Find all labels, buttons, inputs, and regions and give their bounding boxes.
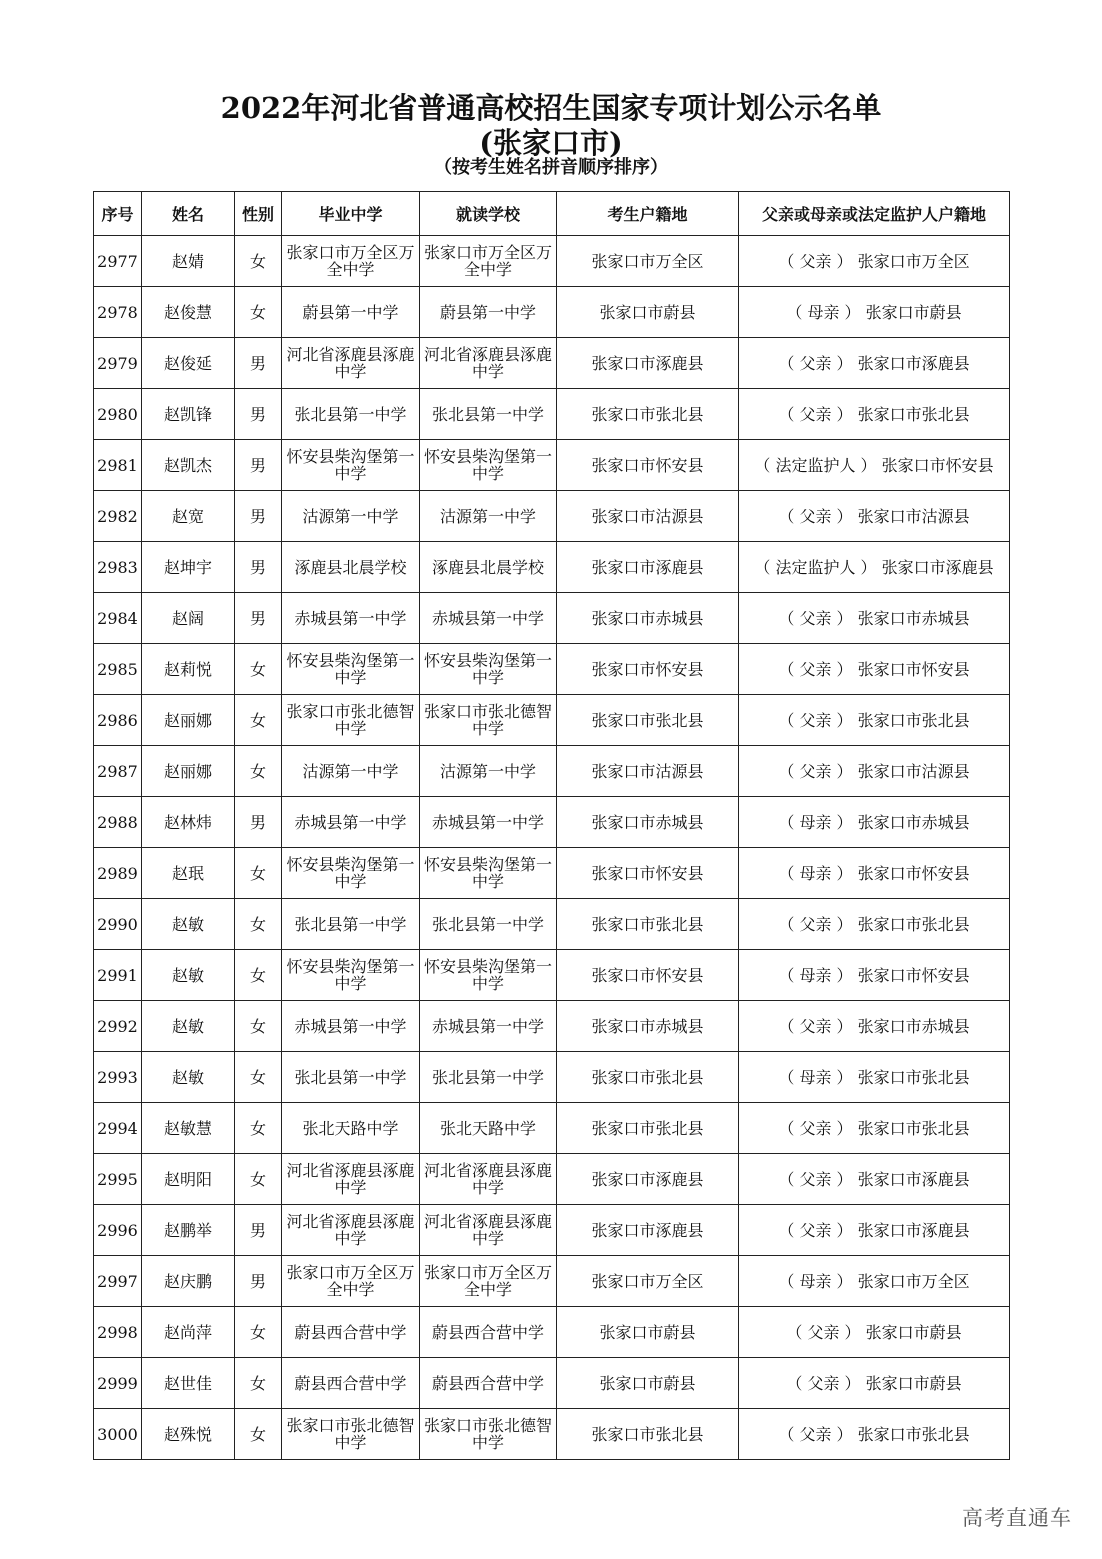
cell-seq: 2980 — [94, 389, 142, 440]
cell-graduation-school — [282, 1001, 420, 1052]
cell-current-school-text: 赤城县第一中学 — [431, 608, 544, 628]
cell-graduation-school — [282, 1307, 420, 1358]
cell-gender: 女 — [235, 1001, 282, 1052]
table-row — [94, 848, 1010, 899]
table-row — [94, 1205, 1010, 1256]
cell-guardian-domicile: （ 父亲 ） 张家口市赤城县 — [739, 593, 1010, 644]
cell-current-school — [420, 1409, 557, 1460]
cell-seq: 2978 — [94, 287, 142, 338]
cell-graduation-school — [282, 797, 420, 848]
cell-graduation-school-text: 张家口市万全区万全中学 — [286, 243, 415, 279]
cell-gender: 女 — [235, 236, 282, 287]
cell-domicile: 张家口市赤城县 — [557, 593, 739, 644]
cell-name: 赵敏慧 — [142, 1103, 235, 1154]
cell-current-school-text: 怀安县柴沟堡第一中学 — [423, 447, 552, 483]
cell-name: 赵鹏举 — [142, 1205, 235, 1256]
cell-graduation-school-text: 张家口市张北德智中学 — [286, 702, 415, 738]
table-row — [94, 1256, 1010, 1307]
cell-name: 赵婧 — [142, 236, 235, 287]
cell-guardian-domicile: （ 父亲 ） 张家口市张北县 — [739, 1409, 1010, 1460]
cell-seq: 2987 — [94, 746, 142, 797]
cell-gender: 男 — [235, 491, 282, 542]
cell-guardian-domicile: （ 母亲 ） 张家口市张北县 — [739, 1052, 1010, 1103]
cell-graduation-school — [282, 1154, 420, 1205]
cell-gender: 男 — [235, 1205, 282, 1256]
table-row — [94, 1052, 1010, 1103]
cell-current-school — [420, 1256, 557, 1307]
cell-seq: 2986 — [94, 695, 142, 746]
cell-current-school — [420, 848, 557, 899]
cell-current-school-text: 张家口市万全区万全中学 — [423, 1263, 552, 1299]
column-header-current-school: 就读学校 — [420, 192, 557, 236]
cell-domicile: 张家口市怀安县 — [557, 848, 739, 899]
cell-guardian-domicile: （ 母亲 ） 张家口市蔚县 — [739, 287, 1010, 338]
cell-gender: 女 — [235, 746, 282, 797]
cell-current-school-text: 沽源第一中学 — [439, 761, 536, 781]
table-row — [94, 899, 1010, 950]
table-row — [94, 491, 1010, 542]
cell-seq: 2985 — [94, 644, 142, 695]
cell-current-school — [420, 1001, 557, 1052]
cell-current-school — [420, 1205, 557, 1256]
cell-graduation-school-text: 张北县第一中学 — [294, 404, 407, 424]
cell-graduation-school — [282, 440, 420, 491]
cell-current-school-text: 河北省涿鹿县涿鹿中学 — [423, 1212, 552, 1248]
cell-current-school-text: 张北县第一中学 — [431, 914, 544, 934]
cell-seq: 2989 — [94, 848, 142, 899]
cell-name: 赵坤宇 — [142, 542, 235, 593]
cell-gender: 男 — [235, 593, 282, 644]
cell-seq: 2999 — [94, 1358, 142, 1409]
cell-domicile: 张家口市张北县 — [557, 1052, 739, 1103]
cell-gender: 女 — [235, 1409, 282, 1460]
cell-seq: 2981 — [94, 440, 142, 491]
cell-domicile: 张家口市张北县 — [557, 1409, 739, 1460]
cell-current-school-text: 蔚县西合营中学 — [431, 1373, 544, 1393]
cell-current-school — [420, 695, 557, 746]
table-header-row — [94, 192, 1010, 236]
cell-current-school-text: 赤城县第一中学 — [431, 812, 544, 832]
cell-guardian-domicile: （ 父亲 ） 张家口市蔚县 — [739, 1307, 1010, 1358]
cell-guardian-domicile: （ 父亲 ） 张家口市张北县 — [739, 1103, 1010, 1154]
table-row — [94, 440, 1010, 491]
cell-guardian-domicile: （ 父亲 ） 张家口市赤城县 — [739, 1001, 1010, 1052]
table-row — [94, 593, 1010, 644]
cell-gender: 女 — [235, 1307, 282, 1358]
cell-seq: 2984 — [94, 593, 142, 644]
cell-current-school-text: 河北省涿鹿县涿鹿中学 — [423, 345, 552, 381]
cell-domicile: 张家口市赤城县 — [557, 797, 739, 848]
table-row — [94, 1103, 1010, 1154]
cell-domicile: 张家口市蔚县 — [557, 287, 739, 338]
cell-gender: 女 — [235, 1052, 282, 1103]
cell-name: 赵俊慧 — [142, 287, 235, 338]
table-row — [94, 797, 1010, 848]
cell-domicile: 张家口市涿鹿县 — [557, 1205, 739, 1256]
cell-graduation-school — [282, 1358, 420, 1409]
cell-gender: 女 — [235, 644, 282, 695]
column-header-graduation-school: 毕业中学 — [282, 192, 420, 236]
cell-graduation-school-text: 蔚县西合营中学 — [294, 1322, 407, 1342]
cell-name: 赵阔 — [142, 593, 235, 644]
cell-current-school — [420, 491, 557, 542]
cell-gender: 男 — [235, 797, 282, 848]
cell-name: 赵敏 — [142, 1052, 235, 1103]
cell-domicile: 张家口市张北县 — [557, 695, 739, 746]
cell-guardian-domicile: （ 父亲 ） 张家口市万全区 — [739, 236, 1010, 287]
cell-graduation-school — [282, 389, 420, 440]
cell-current-school — [420, 1358, 557, 1409]
cell-domicile: 张家口市万全区 — [557, 1256, 739, 1307]
cell-current-school — [420, 338, 557, 389]
cell-graduation-school-text: 河北省涿鹿县涿鹿中学 — [286, 345, 415, 381]
cell-guardian-domicile: （ 母亲 ） 张家口市怀安县 — [739, 848, 1010, 899]
cell-gender: 女 — [235, 1103, 282, 1154]
column-header-name: 姓名 — [142, 192, 235, 236]
cell-current-school — [420, 950, 557, 1001]
cell-domicile: 张家口市涿鹿县 — [557, 1154, 739, 1205]
cell-guardian-domicile: （ 父亲 ） 张家口市怀安县 — [739, 644, 1010, 695]
cell-gender: 男 — [235, 542, 282, 593]
cell-current-school — [420, 440, 557, 491]
cell-gender: 女 — [235, 1358, 282, 1409]
cell-graduation-school-text: 涿鹿县北晨学校 — [294, 557, 407, 577]
cell-current-school-text: 沽源第一中学 — [439, 506, 536, 526]
cell-current-school-text: 张北天路中学 — [439, 1118, 536, 1138]
table-row — [94, 1001, 1010, 1052]
cell-graduation-school-text: 赤城县第一中学 — [294, 608, 407, 628]
cell-domicile: 张家口市赤城县 — [557, 1001, 739, 1052]
cell-graduation-school-text: 沽源第一中学 — [302, 506, 399, 526]
cell-name: 赵敏 — [142, 1001, 235, 1052]
cell-domicile: 张家口市怀安县 — [557, 644, 739, 695]
table-row — [94, 746, 1010, 797]
table-row — [94, 236, 1010, 287]
page-subtitle: (张家口市) — [479, 126, 623, 160]
cell-current-school — [420, 542, 557, 593]
cell-current-school-text: 张北县第一中学 — [431, 404, 544, 424]
cell-name: 赵世佳 — [142, 1358, 235, 1409]
cell-seq: 2983 — [94, 542, 142, 593]
cell-domicile: 张家口市张北县 — [557, 389, 739, 440]
cell-seq: 3000 — [94, 1409, 142, 1460]
cell-guardian-domicile: （ 父亲 ） 张家口市沽源县 — [739, 491, 1010, 542]
cell-guardian-domicile: （ 母亲 ） 张家口市万全区 — [739, 1256, 1010, 1307]
cell-name: 赵珉 — [142, 848, 235, 899]
cell-graduation-school-text: 怀安县柴沟堡第一中学 — [286, 651, 415, 687]
column-header-seq: 序号 — [94, 192, 142, 236]
cell-gender: 女 — [235, 848, 282, 899]
cell-graduation-school-text: 赤城县第一中学 — [294, 1016, 407, 1036]
cell-domicile: 张家口市涿鹿县 — [557, 338, 739, 389]
cell-domicile: 张家口市张北县 — [557, 1103, 739, 1154]
table-row — [94, 542, 1010, 593]
cell-seq: 2993 — [94, 1052, 142, 1103]
cell-current-school-text: 张家口市张北德智中学 — [423, 1416, 552, 1452]
table-row — [94, 644, 1010, 695]
cell-name: 赵丽娜 — [142, 695, 235, 746]
cell-seq: 2979 — [94, 338, 142, 389]
cell-graduation-school — [282, 644, 420, 695]
cell-gender: 男 — [235, 440, 282, 491]
cell-name: 赵丽娜 — [142, 746, 235, 797]
cell-guardian-domicile: （ 父亲 ） 张家口市张北县 — [739, 695, 1010, 746]
cell-name: 赵尚萍 — [142, 1307, 235, 1358]
table-row — [94, 287, 1010, 338]
cell-name: 赵殊悦 — [142, 1409, 235, 1460]
cell-current-school — [420, 1154, 557, 1205]
cell-current-school — [420, 1103, 557, 1154]
cell-seq: 2982 — [94, 491, 142, 542]
cell-name: 赵敏 — [142, 899, 235, 950]
cell-graduation-school-text: 赤城县第一中学 — [294, 812, 407, 832]
cell-current-school-text: 张家口市万全区万全中学 — [423, 243, 552, 279]
cell-current-school — [420, 236, 557, 287]
cell-graduation-school-text: 张家口市张北德智中学 — [286, 1416, 415, 1452]
cell-seq: 2994 — [94, 1103, 142, 1154]
cell-graduation-school-text: 张北县第一中学 — [294, 1067, 407, 1087]
cell-seq: 2992 — [94, 1001, 142, 1052]
cell-guardian-domicile: （ 法定监护人 ） 张家口市怀安县 — [739, 440, 1010, 491]
cell-current-school-text: 蔚县西合营中学 — [431, 1322, 544, 1342]
column-header-guardian-domicile: 父亲或母亲或法定监护人户籍地 — [739, 192, 1010, 236]
table-row — [94, 1409, 1010, 1460]
cell-graduation-school — [282, 1409, 420, 1460]
cell-domicile: 张家口市怀安县 — [557, 950, 739, 1001]
cell-current-school — [420, 1052, 557, 1103]
cell-current-school — [420, 746, 557, 797]
cell-current-school — [420, 644, 557, 695]
cell-current-school — [420, 1307, 557, 1358]
cell-graduation-school-text: 张北天路中学 — [302, 1118, 399, 1138]
cell-graduation-school-text: 张北县第一中学 — [294, 914, 407, 934]
cell-graduation-school-text: 沽源第一中学 — [302, 761, 399, 781]
cell-name: 赵莉悦 — [142, 644, 235, 695]
cell-guardian-domicile: （ 母亲 ） 张家口市赤城县 — [739, 797, 1010, 848]
cell-graduation-school — [282, 1205, 420, 1256]
cell-graduation-school — [282, 491, 420, 542]
cell-domicile: 张家口市沽源县 — [557, 491, 739, 542]
cell-domicile: 张家口市蔚县 — [557, 1358, 739, 1409]
cell-graduation-school-text: 蔚县第一中学 — [302, 302, 399, 322]
cell-current-school-text: 怀安县柴沟堡第一中学 — [423, 855, 552, 891]
cell-current-school-text: 河北省涿鹿县涿鹿中学 — [423, 1161, 552, 1197]
cell-name: 赵明阳 — [142, 1154, 235, 1205]
cell-seq: 2990 — [94, 899, 142, 950]
table-row — [94, 1307, 1010, 1358]
cell-current-school-text: 张家口市张北德智中学 — [423, 702, 552, 738]
cell-guardian-domicile: （ 父亲 ） 张家口市涿鹿县 — [739, 1205, 1010, 1256]
table-row — [94, 1358, 1010, 1409]
table-row — [94, 695, 1010, 746]
cell-graduation-school-text: 怀安县柴沟堡第一中学 — [286, 855, 415, 891]
cell-gender: 女 — [235, 950, 282, 1001]
cell-guardian-domicile: （ 父亲 ） 张家口市蔚县 — [739, 1358, 1010, 1409]
cell-gender: 男 — [235, 338, 282, 389]
cell-graduation-school-text: 蔚县西合营中学 — [294, 1373, 407, 1393]
table-row — [94, 1154, 1010, 1205]
cell-current-school-text: 张北县第一中学 — [431, 1067, 544, 1087]
cell-gender: 女 — [235, 695, 282, 746]
cell-guardian-domicile: （ 父亲 ） 张家口市张北县 — [739, 899, 1010, 950]
cell-current-school — [420, 797, 557, 848]
cell-guardian-domicile: （ 母亲 ） 张家口市怀安县 — [739, 950, 1010, 1001]
cell-graduation-school — [282, 542, 420, 593]
cell-current-school — [420, 287, 557, 338]
cell-graduation-school-text: 怀安县柴沟堡第一中学 — [286, 957, 415, 993]
cell-name: 赵宽 — [142, 491, 235, 542]
cell-gender: 女 — [235, 1154, 282, 1205]
cell-guardian-domicile: （ 父亲 ） 张家口市沽源县 — [739, 746, 1010, 797]
cell-graduation-school — [282, 950, 420, 1001]
cell-name: 赵林炜 — [142, 797, 235, 848]
cell-guardian-domicile: （ 父亲 ） 张家口市涿鹿县 — [739, 338, 1010, 389]
cell-current-school-text: 赤城县第一中学 — [431, 1016, 544, 1036]
cell-current-school-text: 蔚县第一中学 — [439, 302, 536, 322]
cell-graduation-school — [282, 746, 420, 797]
cell-graduation-school-text: 河北省涿鹿县涿鹿中学 — [286, 1161, 415, 1197]
cell-graduation-school — [282, 338, 420, 389]
cell-graduation-school — [282, 1052, 420, 1103]
cell-domicile: 张家口市涿鹿县 — [557, 542, 739, 593]
cell-domicile: 张家口市怀安县 — [557, 440, 739, 491]
cell-graduation-school — [282, 899, 420, 950]
cell-graduation-school — [282, 848, 420, 899]
page-title: 2022年河北省普通高校招生国家专项计划公示名单 — [220, 91, 882, 125]
cell-gender: 男 — [235, 1256, 282, 1307]
cell-current-school — [420, 593, 557, 644]
cell-seq: 2991 — [94, 950, 142, 1001]
column-header-gender: 性别 — [235, 192, 282, 236]
cell-graduation-school — [282, 593, 420, 644]
table-body — [94, 236, 1010, 1460]
cell-graduation-school — [282, 236, 420, 287]
table-row — [94, 950, 1010, 1001]
cell-current-school-text: 涿鹿县北晨学校 — [431, 557, 544, 577]
cell-seq: 2998 — [94, 1307, 142, 1358]
cell-domicile: 张家口市万全区 — [557, 236, 739, 287]
cell-current-school — [420, 389, 557, 440]
cell-current-school-text: 怀安县柴沟堡第一中学 — [423, 651, 552, 687]
cell-graduation-school — [282, 695, 420, 746]
cell-graduation-school — [282, 1103, 420, 1154]
cell-gender: 女 — [235, 899, 282, 950]
cell-guardian-domicile: （ 父亲 ） 张家口市张北县 — [739, 389, 1010, 440]
cell-domicile: 张家口市张北县 — [557, 899, 739, 950]
cell-seq: 2988 — [94, 797, 142, 848]
cell-current-school — [420, 899, 557, 950]
cell-name: 赵敏 — [142, 950, 235, 1001]
cell-graduation-school — [282, 287, 420, 338]
cell-gender: 男 — [235, 389, 282, 440]
cell-guardian-domicile: （ 父亲 ） 张家口市涿鹿县 — [739, 1154, 1010, 1205]
cell-name: 赵凯杰 — [142, 440, 235, 491]
table-row — [94, 338, 1010, 389]
cell-seq: 2977 — [94, 236, 142, 287]
cell-guardian-domicile: （ 法定监护人 ） 张家口市涿鹿县 — [739, 542, 1010, 593]
watermark: 高考直通车 — [962, 1506, 1072, 1530]
cell-domicile: 张家口市沽源县 — [557, 746, 739, 797]
cell-current-school-text: 怀安县柴沟堡第一中学 — [423, 957, 552, 993]
cell-name: 赵凯锋 — [142, 389, 235, 440]
admission-roster-table — [93, 191, 1010, 1460]
cell-graduation-school-text: 张家口市万全区万全中学 — [286, 1263, 415, 1299]
column-header-domicile: 考生户籍地 — [557, 192, 739, 236]
cell-name: 赵俊延 — [142, 338, 235, 389]
cell-seq: 2995 — [94, 1154, 142, 1205]
cell-graduation-school — [282, 1256, 420, 1307]
cell-seq: 2997 — [94, 1256, 142, 1307]
cell-gender: 女 — [235, 287, 282, 338]
cell-domicile: 张家口市蔚县 — [557, 1307, 739, 1358]
cell-graduation-school-text: 河北省涿鹿县涿鹿中学 — [286, 1212, 415, 1248]
sort-note: （按考生姓名拼音顺序排序） — [434, 157, 668, 178]
cell-seq: 2996 — [94, 1205, 142, 1256]
cell-graduation-school-text: 怀安县柴沟堡第一中学 — [286, 447, 415, 483]
table-row — [94, 389, 1010, 440]
cell-name: 赵庆鹏 — [142, 1256, 235, 1307]
